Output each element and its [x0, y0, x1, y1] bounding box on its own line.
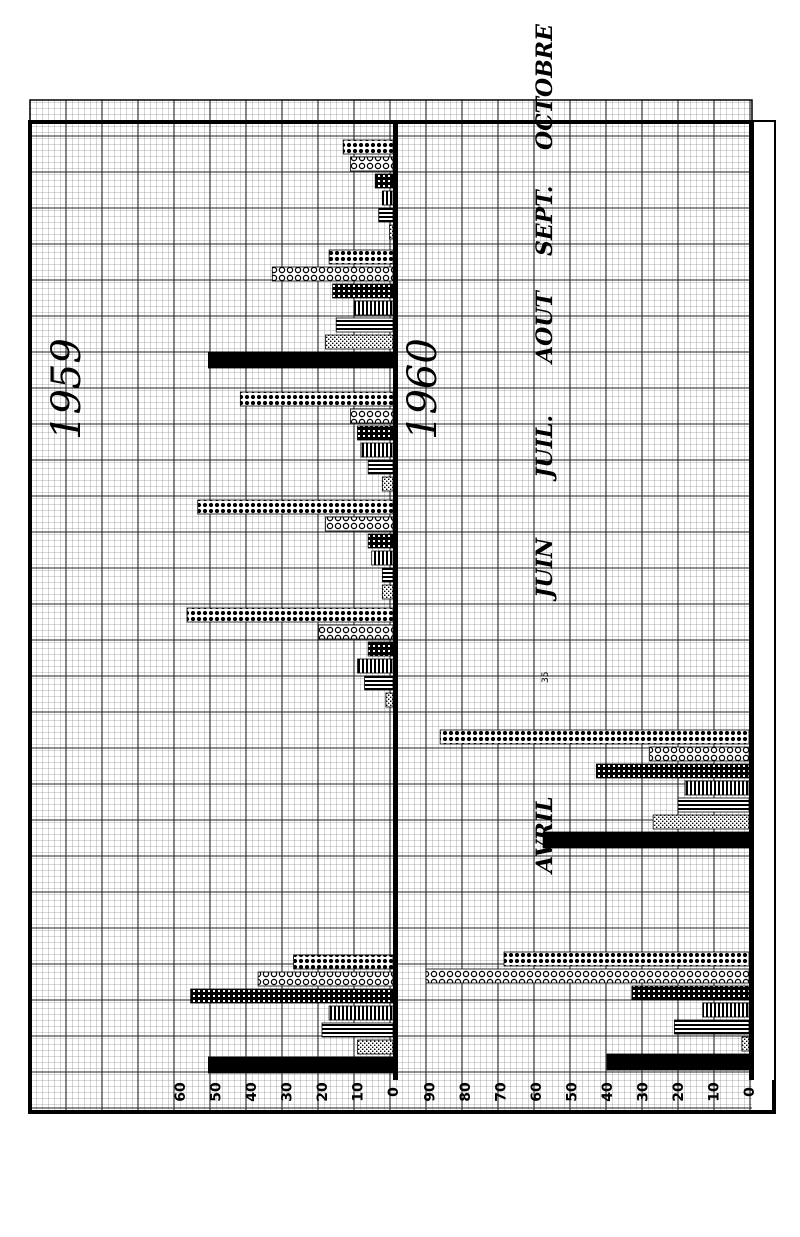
bar-1959-juil-series-6: [187, 608, 393, 622]
bar-1959-nov-series-6: [343, 140, 393, 154]
bar-1960-avril-series-3: [703, 1003, 749, 1017]
bar-1959-nov-series-3: [382, 191, 393, 205]
bar-1959-nov-series-5: [350, 157, 393, 171]
y-tick-label: 50: [564, 1082, 581, 1102]
year-label-1960: 1960: [400, 338, 446, 440]
bar-1959-octobre-series-3: [354, 301, 393, 315]
bar-1959-aout-series-4: [368, 534, 393, 548]
y-tick-label: 40: [244, 1082, 260, 1102]
y-tick-label: 10: [350, 1082, 367, 1102]
bar-1959-aout-series-2: [382, 568, 393, 582]
month-label-juil: JUIL.: [532, 414, 558, 478]
year-label-1959: 1959: [44, 338, 90, 440]
bar-1959-aout-series-1: [382, 585, 393, 599]
bar-1959-juil-series-4: [368, 642, 393, 656]
y-tick-label: 60: [529, 1082, 545, 1102]
bar-1959-octobre-series-2: [336, 318, 393, 332]
bar-1960-avril-series-2: [674, 1020, 749, 1034]
month-label-avril: AVRIL: [532, 796, 558, 873]
y-tick-label: 0: [386, 1087, 402, 1097]
bar-1959-octobre-series-4: [333, 284, 393, 298]
bar-1959-avril-series-1: [358, 1040, 394, 1054]
bar-1959-juil-series-1: [386, 693, 393, 707]
bar-1959-octobre-series-5: [272, 267, 393, 281]
y-tick-label: 30: [635, 1082, 652, 1102]
y-tick-label: 40: [600, 1082, 616, 1102]
y-tick-label: 20: [315, 1082, 331, 1102]
bar-1959-nov-series-4: [375, 174, 393, 188]
month-label-sept: SEPT.: [532, 185, 558, 256]
y-tick-label: 20: [671, 1082, 687, 1102]
bar-1959-avril-series-0: [208, 1057, 393, 1073]
bar-1960-juin-series-4: [596, 764, 749, 778]
bar-1960-juin-series-3: [685, 781, 749, 795]
bar-1960-avril-series-5: [426, 969, 749, 983]
bar-1960-avril-series-0: [607, 1054, 749, 1070]
bar-1959-sept-series-6: [240, 392, 393, 406]
bar-1959-avril-series-3: [329, 1006, 393, 1020]
bar-1959-octobre-series-0: [208, 352, 393, 368]
bar-1960-juin-series-6: [440, 730, 749, 744]
bar-1959-octobre-series-1: [326, 335, 393, 349]
bar-1959-aout-series-5: [326, 517, 393, 531]
bar-1959-sept-series-1: [382, 477, 393, 491]
y-tick-label: 30: [279, 1082, 296, 1102]
bar-1960-juin-series-5: [650, 747, 749, 761]
bar-1959-avril-series-4: [191, 989, 393, 1003]
bar-1959-nov-series-2: [379, 208, 393, 222]
bar-1959-nov-series-1: [389, 225, 393, 239]
bar-1959-aout-series-3: [372, 551, 393, 565]
bar-1959-sept-series-4: [358, 426, 394, 440]
bar-1959-juil-series-5: [318, 625, 393, 639]
bar-1959-juil-series-3: [358, 659, 394, 673]
bar-1960-juin-series-1: [653, 815, 749, 829]
bar-1959-sept-series-3: [361, 443, 393, 457]
y-tick-label: 90: [422, 1082, 439, 1102]
y-tick-label: 60: [173, 1082, 189, 1102]
bar-1960-avril-series-1: [742, 1037, 749, 1051]
bar-1959-avril-series-6: [294, 955, 393, 969]
y-tick-label: 50: [208, 1082, 225, 1102]
month-axis-strip: [754, 122, 774, 1080]
bar-1960-avril-series-6: [504, 952, 749, 966]
bar-1960-avril-series-4: [632, 986, 749, 1000]
month-label-juin: JUIN: [532, 538, 558, 598]
y-tick-label: 0: [742, 1087, 758, 1097]
bar-1959-sept-series-2: [368, 460, 393, 474]
axis-baseline-1960: [749, 122, 754, 1080]
month-label-35: 35: [541, 671, 551, 683]
bar-1959-aout-series-6: [198, 500, 393, 514]
y-tick-label: 10: [706, 1082, 723, 1102]
bar-1959-avril-series-2: [322, 1023, 393, 1037]
bar-1960-juin-series-2: [678, 798, 749, 812]
bar-1959-juil-series-2: [365, 676, 393, 690]
month-label-aout: AOUT: [532, 291, 558, 363]
bar-1960-juin-series-0: [543, 832, 749, 848]
y-tick-label: 80: [458, 1082, 474, 1102]
y-tick-label: 70: [493, 1082, 510, 1102]
bar-1959-avril-series-5: [258, 972, 393, 986]
bar-1959-sept-series-5: [350, 409, 393, 423]
bar-1959-octobre-series-6: [329, 250, 393, 264]
axis-baseline-1959: [393, 122, 398, 1080]
month-label-octobre: OCTOBRE: [532, 24, 558, 150]
